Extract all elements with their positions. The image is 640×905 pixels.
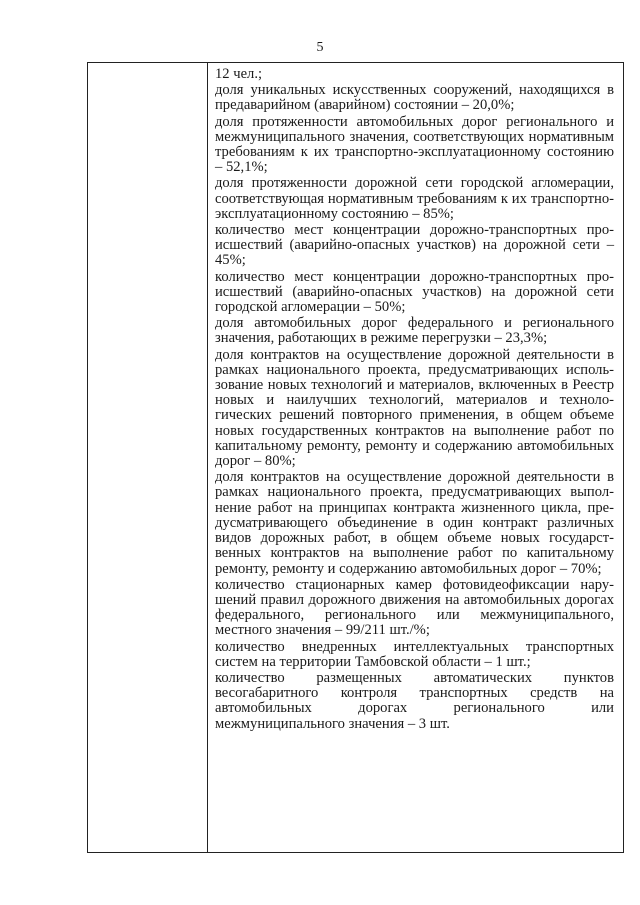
paragraph-6: количество мест концентрации дорожно-транспортных происшествий (аварийно-опасных участков) на дорожной сети городской агломерации – 50%; xyxy=(215,268,614,316)
paragraph-12: количество размещенных автоматических пунктов весогабаритного контроля транспортных средств на автомобильных дорогах регионального или межмуниципального значения – 3 шт. xyxy=(215,669,614,732)
document-table xyxy=(87,62,624,853)
paragraph-2: доля уникальных искусственных сооружений, находящихся в предаварийном (аварийном) состоянии – 20,0%; xyxy=(215,82,614,114)
table-cell-content xyxy=(215,67,614,732)
paragraph-11: количество внедренных интеллектуальных транспортных систем на территории Тамбовской области – 1 шт.; xyxy=(215,638,614,670)
paragraph-1: 12 чел.; xyxy=(215,66,263,82)
paragraph-9: доля контрактов на осуществление дорожной деятельности в рамках национального проекта, предусматривающих выполнение работ на принципах контракта жизненного цикла, предусматривающего объединение в один контракт различных видов дорожных работ, в общем объеме новых государственных контрактов на выполнение работ по капитальному ремонту, ремонту и содержанию автомобильных дорог – 70%; xyxy=(215,469,614,577)
page-number: 5 xyxy=(316,40,324,55)
table-column-divider xyxy=(207,63,208,852)
paragraph-7: доля автомобильных дорог федерального и регионального значения, работающих в режиме перегрузки – 23,3%; xyxy=(215,315,614,347)
paragraph-5: количество мест концентрации дорожно-транспортных происшествий (аварийно-опасных участков) на дорожной сети – 45%; xyxy=(215,222,614,269)
paragraph-4: доля протяженности дорожной сети городской агломерации, соответствующая нормативным требованиям к их транспортно-эксплуатационному состоянию – 85%; xyxy=(215,175,614,222)
paragraph-3: доля протяженности автомобильных дорог регионального и межмуниципального значения, соответствующих нормативным требованиям к их транспортно-эксплуатационному состоянию – 52,1%; xyxy=(215,113,614,176)
paragraph-10: количество стационарных камер фотовидеофиксации нарушений правил дорожного движения на автомобильных дорогах федерального, регионального или межмуниципального, местного значения – 99/211 шт./%; xyxy=(215,576,614,639)
paragraph-8: доля контрактов на осуществление дорожной деятельности в рамках национального проекта, предусматривающих использование новых технологий и материалов, включенных в Реестр новых и наилучших технологий, материалов и технологических решений повторного применения, в общем объеме новых государственных контрактов на выполнение работ по капитальному ремонту, ремонту и содержанию автомобильных дорог – 80%; xyxy=(215,346,614,470)
